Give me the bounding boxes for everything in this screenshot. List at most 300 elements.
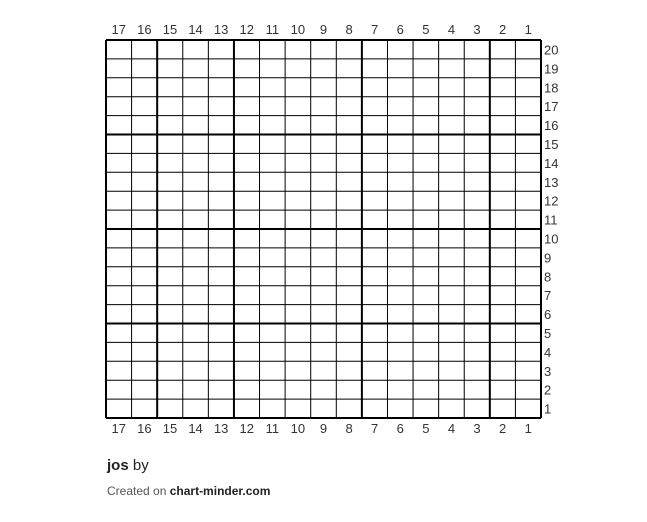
chart-cell[interactable] [362, 97, 388, 116]
chart-cell[interactable] [183, 380, 209, 399]
chart-cell[interactable] [208, 191, 234, 210]
chart-cell[interactable] [260, 172, 286, 191]
chart-cell[interactable] [132, 267, 158, 286]
chart-cell[interactable] [260, 399, 286, 418]
chart-cell[interactable] [362, 78, 388, 97]
chart-cell[interactable] [132, 97, 158, 116]
chart-cell[interactable] [208, 399, 234, 418]
chart-cell[interactable] [413, 286, 439, 305]
chart-cell[interactable] [490, 116, 516, 135]
chart-cell[interactable] [490, 97, 516, 116]
chart-cell[interactable] [336, 342, 362, 361]
chart-cell[interactable] [387, 248, 413, 267]
chart-cell[interactable] [183, 135, 209, 154]
chart-cell[interactable] [387, 116, 413, 135]
chart-cell[interactable] [464, 361, 490, 380]
chart-cell[interactable] [157, 172, 183, 191]
chart-cell[interactable] [464, 229, 490, 248]
chart-cell[interactable] [464, 116, 490, 135]
chart-cell[interactable] [311, 116, 337, 135]
chart-cell[interactable] [285, 135, 311, 154]
chart-cell[interactable] [183, 40, 209, 59]
chart-cell[interactable] [208, 324, 234, 343]
chart-cell[interactable] [439, 305, 465, 324]
chart-cell[interactable] [515, 116, 541, 135]
chart-cell[interactable] [106, 40, 132, 59]
chart-cell[interactable] [464, 248, 490, 267]
chart-cell[interactable] [490, 248, 516, 267]
chart-cell[interactable] [336, 59, 362, 78]
chart-cell[interactable] [515, 78, 541, 97]
chart-cell[interactable] [234, 210, 260, 229]
chart-cell[interactable] [387, 210, 413, 229]
chart-cell[interactable] [336, 97, 362, 116]
chart-cell[interactable] [132, 229, 158, 248]
chart-cell[interactable] [336, 116, 362, 135]
chart-cell[interactable] [439, 116, 465, 135]
chart-cell[interactable] [387, 305, 413, 324]
chart-cell[interactable] [208, 229, 234, 248]
chart-cell[interactable] [362, 210, 388, 229]
chart-cell[interactable] [234, 59, 260, 78]
chart-cell[interactable] [413, 324, 439, 343]
chart-cell[interactable] [464, 97, 490, 116]
chart-cell[interactable] [285, 78, 311, 97]
chart-cell[interactable] [208, 40, 234, 59]
chart-cell[interactable] [208, 380, 234, 399]
chart-cell[interactable] [260, 248, 286, 267]
chart-cell[interactable] [183, 399, 209, 418]
chart-cell[interactable] [285, 210, 311, 229]
chart-cell[interactable] [260, 135, 286, 154]
chart-cell[interactable] [439, 286, 465, 305]
chart-cell[interactable] [157, 380, 183, 399]
chart-cell[interactable] [311, 210, 337, 229]
chart-cell[interactable] [515, 305, 541, 324]
chart-cell[interactable] [413, 135, 439, 154]
chart-cell[interactable] [362, 361, 388, 380]
chart-cell[interactable] [157, 116, 183, 135]
chart-cell[interactable] [106, 210, 132, 229]
chart-cell[interactable] [362, 305, 388, 324]
chart-cell[interactable] [362, 191, 388, 210]
chart-cell[interactable] [362, 267, 388, 286]
chart-cell[interactable] [157, 229, 183, 248]
chart-cell[interactable] [208, 361, 234, 380]
chart-cell[interactable] [464, 210, 490, 229]
chart-cell[interactable] [132, 342, 158, 361]
chart-cell[interactable] [490, 361, 516, 380]
chart-cell[interactable] [387, 191, 413, 210]
chart-cell[interactable] [132, 191, 158, 210]
chart-cell[interactable] [413, 210, 439, 229]
chart-cell[interactable] [387, 267, 413, 286]
chart-cell[interactable] [208, 267, 234, 286]
chart-cell[interactable] [490, 324, 516, 343]
chart-cell[interactable] [260, 361, 286, 380]
chart-cell[interactable] [464, 399, 490, 418]
chart-cell[interactable] [183, 361, 209, 380]
chart-cell[interactable] [157, 135, 183, 154]
chart-cell[interactable] [387, 286, 413, 305]
chart-cell[interactable] [157, 286, 183, 305]
chart-cell[interactable] [208, 305, 234, 324]
chart-cell[interactable] [311, 135, 337, 154]
chart-cell[interactable] [387, 78, 413, 97]
chart-cell[interactable] [490, 135, 516, 154]
chart-cell[interactable] [336, 210, 362, 229]
chart-cell[interactable] [234, 172, 260, 191]
chart-cell[interactable] [439, 342, 465, 361]
chart-cell[interactable] [234, 399, 260, 418]
chart-cell[interactable] [515, 361, 541, 380]
chart-cell[interactable] [413, 342, 439, 361]
chart-cell[interactable] [285, 97, 311, 116]
chart-cell[interactable] [336, 172, 362, 191]
chart-cell[interactable] [234, 342, 260, 361]
chart-cell[interactable] [234, 40, 260, 59]
chart-cell[interactable] [387, 229, 413, 248]
chart-cell[interactable] [234, 135, 260, 154]
chart-cell[interactable] [208, 210, 234, 229]
chart-cell[interactable] [260, 267, 286, 286]
chart-cell[interactable] [464, 172, 490, 191]
chart-cell[interactable] [439, 267, 465, 286]
chart-cell[interactable] [515, 191, 541, 210]
chart-cell[interactable] [439, 210, 465, 229]
chart-cell[interactable] [490, 286, 516, 305]
chart-cell[interactable] [260, 40, 286, 59]
chart-cell[interactable] [336, 286, 362, 305]
chart-cell[interactable] [413, 229, 439, 248]
chart-cell[interactable] [285, 361, 311, 380]
chart-cell[interactable] [439, 59, 465, 78]
chart-cell[interactable] [387, 361, 413, 380]
chart-cell[interactable] [439, 380, 465, 399]
chart-cell[interactable] [362, 342, 388, 361]
chart-cell[interactable] [336, 40, 362, 59]
chart-cell[interactable] [362, 229, 388, 248]
chart-cell[interactable] [439, 135, 465, 154]
chart-cell[interactable] [362, 40, 388, 59]
chart-cell[interactable] [311, 172, 337, 191]
chart-cell[interactable] [260, 286, 286, 305]
chart-cell[interactable] [234, 97, 260, 116]
chart-cell[interactable] [208, 172, 234, 191]
chart-cell[interactable] [464, 153, 490, 172]
chart-cell[interactable] [260, 210, 286, 229]
chart-cell[interactable] [311, 305, 337, 324]
chart-cell[interactable] [490, 172, 516, 191]
chart-cell[interactable] [439, 97, 465, 116]
chart-cell[interactable] [413, 59, 439, 78]
chart-cell[interactable] [106, 305, 132, 324]
chart-cell[interactable] [106, 248, 132, 267]
chart-cell[interactable] [362, 116, 388, 135]
chart-cell[interactable] [464, 305, 490, 324]
chart-cell[interactable] [106, 172, 132, 191]
chart-cell[interactable] [362, 380, 388, 399]
chart-cell[interactable] [183, 286, 209, 305]
chart-cell[interactable] [336, 324, 362, 343]
chart-cell[interactable] [413, 78, 439, 97]
chart-cell[interactable] [132, 135, 158, 154]
chart-cell[interactable] [157, 324, 183, 343]
chart-cell[interactable] [183, 248, 209, 267]
chart-cell[interactable] [234, 116, 260, 135]
chart-cell[interactable] [132, 172, 158, 191]
chart-cell[interactable] [106, 380, 132, 399]
chart-cell[interactable] [157, 361, 183, 380]
chart-cell[interactable] [106, 97, 132, 116]
chart-cell[interactable] [183, 267, 209, 286]
chart-cell[interactable] [515, 210, 541, 229]
chart-cell[interactable] [464, 267, 490, 286]
chart-cell[interactable] [285, 324, 311, 343]
chart-cell[interactable] [413, 361, 439, 380]
chart-cell[interactable] [132, 286, 158, 305]
chart-cell[interactable] [311, 191, 337, 210]
chart-cell[interactable] [208, 286, 234, 305]
chart-cell[interactable] [157, 153, 183, 172]
chart-cell[interactable] [362, 153, 388, 172]
chart-cell[interactable] [490, 229, 516, 248]
chart-cell[interactable] [132, 78, 158, 97]
chart-cell[interactable] [362, 59, 388, 78]
chart-cell[interactable] [387, 59, 413, 78]
chart-cell[interactable] [208, 59, 234, 78]
chart-cell[interactable] [234, 153, 260, 172]
chart-cell[interactable] [183, 116, 209, 135]
chart-cell[interactable] [413, 172, 439, 191]
chart-cell[interactable] [106, 78, 132, 97]
chart-cell[interactable] [490, 380, 516, 399]
chart-cell[interactable] [336, 191, 362, 210]
chart-cell[interactable] [490, 40, 516, 59]
chart-cell[interactable] [515, 97, 541, 116]
chart-cell[interactable] [413, 40, 439, 59]
chart-cell[interactable] [183, 172, 209, 191]
chart-cell[interactable] [234, 191, 260, 210]
chart-cell[interactable] [234, 361, 260, 380]
chart-cell[interactable] [106, 267, 132, 286]
chart-cell[interactable] [515, 153, 541, 172]
chart-cell[interactable] [285, 267, 311, 286]
chart-cell[interactable] [413, 153, 439, 172]
chart-cell[interactable] [260, 229, 286, 248]
chart-cell[interactable] [311, 59, 337, 78]
chart-cell[interactable] [490, 305, 516, 324]
chart-cell[interactable] [106, 59, 132, 78]
chart-cell[interactable] [515, 40, 541, 59]
chart-cell[interactable] [234, 380, 260, 399]
chart-cell[interactable] [413, 399, 439, 418]
chart-cell[interactable] [464, 78, 490, 97]
chart-cell[interactable] [157, 210, 183, 229]
chart-cell[interactable] [413, 380, 439, 399]
chart-cell[interactable] [260, 191, 286, 210]
chart-cell[interactable] [285, 116, 311, 135]
chart-cell[interactable] [464, 59, 490, 78]
chart-cell[interactable] [387, 324, 413, 343]
chart-cell[interactable] [311, 153, 337, 172]
chart-cell[interactable] [336, 305, 362, 324]
site-link[interactable]: chart-minder.com [169, 484, 271, 498]
chart-cell[interactable] [336, 380, 362, 399]
chart-cell[interactable] [106, 116, 132, 135]
chart-cell[interactable] [183, 229, 209, 248]
chart-cell[interactable] [260, 324, 286, 343]
chart-cell[interactable] [439, 78, 465, 97]
chart-cell[interactable] [208, 153, 234, 172]
chart-cell[interactable] [515, 342, 541, 361]
chart-cell[interactable] [260, 153, 286, 172]
chart-cell[interactable] [106, 286, 132, 305]
chart-cell[interactable] [311, 267, 337, 286]
chart-cell[interactable] [490, 342, 516, 361]
chart-cell[interactable] [208, 97, 234, 116]
chart-cell[interactable] [336, 135, 362, 154]
chart-cell[interactable] [464, 380, 490, 399]
chart-cell[interactable] [260, 78, 286, 97]
chart-cell[interactable] [311, 97, 337, 116]
chart-cell[interactable] [490, 59, 516, 78]
chart-cell[interactable] [336, 153, 362, 172]
chart-cell[interactable] [515, 399, 541, 418]
chart-cell[interactable] [106, 229, 132, 248]
chart-cell[interactable] [208, 135, 234, 154]
chart-cell[interactable] [311, 342, 337, 361]
chart-cell[interactable] [439, 361, 465, 380]
chart-cell[interactable] [413, 248, 439, 267]
chart-cell[interactable] [132, 399, 158, 418]
chart-cell[interactable] [439, 40, 465, 59]
chart-cell[interactable] [132, 116, 158, 135]
chart-cell[interactable] [285, 248, 311, 267]
chart-cell[interactable] [439, 324, 465, 343]
chart-cell[interactable] [260, 380, 286, 399]
chart-cell[interactable] [515, 59, 541, 78]
chart-cell[interactable] [285, 380, 311, 399]
chart-cell[interactable] [336, 78, 362, 97]
chart-cell[interactable] [413, 267, 439, 286]
chart-cell[interactable] [132, 361, 158, 380]
chart-cell[interactable] [183, 78, 209, 97]
chart-cell[interactable] [132, 153, 158, 172]
chart-cell[interactable] [157, 59, 183, 78]
chart-cell[interactable] [132, 324, 158, 343]
chart-cell[interactable] [311, 324, 337, 343]
chart-cell[interactable] [311, 248, 337, 267]
chart-cell[interactable] [234, 324, 260, 343]
chart-cell[interactable] [387, 97, 413, 116]
chart-cell[interactable] [439, 172, 465, 191]
chart-cell[interactable] [234, 267, 260, 286]
chart-cell[interactable] [439, 191, 465, 210]
chart-cell[interactable] [157, 248, 183, 267]
chart-cell[interactable] [464, 324, 490, 343]
chart-cell[interactable] [336, 229, 362, 248]
chart-cell[interactable] [311, 78, 337, 97]
chart-cell[interactable] [285, 191, 311, 210]
chart-cell[interactable] [106, 361, 132, 380]
chart-cell[interactable] [183, 153, 209, 172]
chart-cell[interactable] [464, 191, 490, 210]
chart-cell[interactable] [183, 210, 209, 229]
chart-cell[interactable] [387, 342, 413, 361]
chart-cell[interactable] [183, 324, 209, 343]
chart-cell[interactable] [208, 78, 234, 97]
chart-cell[interactable] [234, 286, 260, 305]
chart-cell[interactable] [183, 59, 209, 78]
chart-cell[interactable] [183, 305, 209, 324]
chart-cell[interactable] [132, 248, 158, 267]
chart-cell[interactable] [260, 97, 286, 116]
chart-cell[interactable] [362, 248, 388, 267]
chart-cell[interactable] [387, 380, 413, 399]
chart-cell[interactable] [362, 399, 388, 418]
chart-cell[interactable] [387, 135, 413, 154]
chart-cell[interactable] [106, 153, 132, 172]
chart-cell[interactable] [106, 399, 132, 418]
chart-cell[interactable] [157, 78, 183, 97]
chart-cell[interactable] [336, 248, 362, 267]
chart-cell[interactable] [285, 399, 311, 418]
chart-cell[interactable] [183, 191, 209, 210]
chart-cell[interactable] [336, 267, 362, 286]
chart-cell[interactable] [285, 286, 311, 305]
chart-cell[interactable] [439, 153, 465, 172]
chart-cell[interactable] [336, 361, 362, 380]
chart-cell[interactable] [490, 210, 516, 229]
chart-cell[interactable] [336, 399, 362, 418]
chart-cell[interactable] [311, 380, 337, 399]
chart-cell[interactable] [285, 153, 311, 172]
chart-cell[interactable] [362, 172, 388, 191]
chart-cell[interactable] [106, 191, 132, 210]
chart-cell[interactable] [439, 399, 465, 418]
chart-cell[interactable] [183, 342, 209, 361]
chart-cell[interactable] [515, 324, 541, 343]
chart-cell[interactable] [234, 248, 260, 267]
chart-cell[interactable] [157, 305, 183, 324]
chart-cell[interactable] [464, 286, 490, 305]
chart-cell[interactable] [106, 135, 132, 154]
chart-cell[interactable] [464, 342, 490, 361]
chart-cell[interactable] [311, 286, 337, 305]
chart-cell[interactable] [157, 40, 183, 59]
chart-cell[interactable] [285, 229, 311, 248]
chart-cell[interactable] [311, 361, 337, 380]
chart-cell[interactable] [515, 380, 541, 399]
chart-cell[interactable] [234, 229, 260, 248]
chart-cell[interactable] [157, 267, 183, 286]
chart-cell[interactable] [285, 172, 311, 191]
chart-cell[interactable] [362, 135, 388, 154]
chart-cell[interactable] [387, 40, 413, 59]
chart-cell[interactable] [285, 342, 311, 361]
chart-cell[interactable] [208, 248, 234, 267]
chart-cell[interactable] [157, 97, 183, 116]
chart-cell[interactable] [183, 97, 209, 116]
chart-cell[interactable] [387, 399, 413, 418]
chart-cell[interactable] [234, 78, 260, 97]
chart-cell[interactable] [260, 305, 286, 324]
chart-cell[interactable] [413, 191, 439, 210]
chart-cell[interactable] [490, 399, 516, 418]
chart-cell[interactable] [490, 191, 516, 210]
chart-cell[interactable] [464, 135, 490, 154]
